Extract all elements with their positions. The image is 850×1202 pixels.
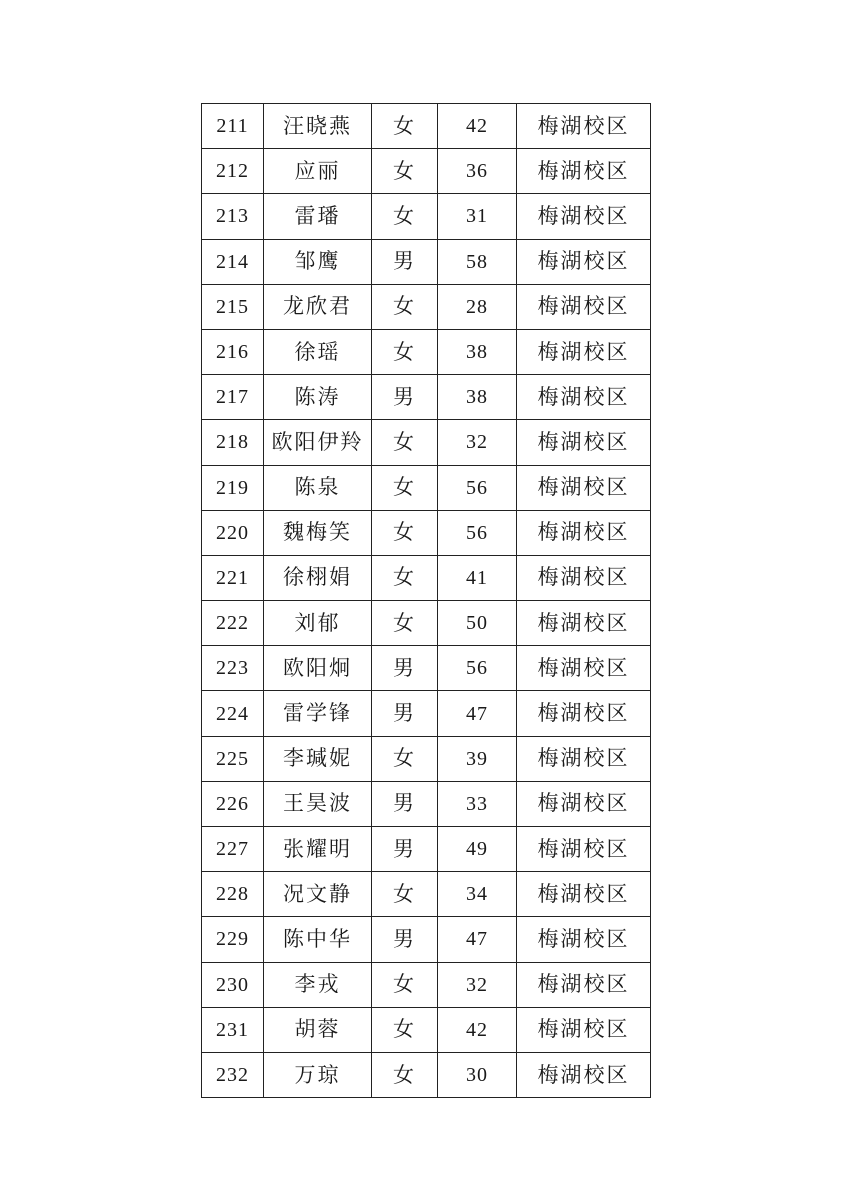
gender-cell: 女: [372, 329, 438, 374]
gender-cell: 女: [372, 872, 438, 917]
age-cell: 32: [438, 962, 517, 1007]
name-cell: 陈中华: [264, 917, 372, 962]
name-cell: 李戎: [264, 962, 372, 1007]
row-number-cell: 226: [202, 781, 264, 826]
name-cell: 万琼: [264, 1052, 372, 1097]
row-number-cell: 231: [202, 1007, 264, 1052]
gender-cell: 女: [372, 736, 438, 781]
row-number-cell: 228: [202, 872, 264, 917]
campus-cell: 梅湖校区: [517, 104, 651, 149]
row-number-cell: 222: [202, 601, 264, 646]
campus-cell: 梅湖校区: [517, 781, 651, 826]
row-number-cell: 211: [202, 104, 264, 149]
gender-cell: 女: [372, 1052, 438, 1097]
age-cell: 33: [438, 781, 517, 826]
age-cell: 30: [438, 1052, 517, 1097]
row-number-cell: 227: [202, 827, 264, 872]
name-cell: 应丽: [264, 149, 372, 194]
row-number-cell: 223: [202, 646, 264, 691]
name-cell: 邹鹰: [264, 239, 372, 284]
campus-cell: 梅湖校区: [517, 284, 651, 329]
row-number-cell: 215: [202, 284, 264, 329]
gender-cell: 男: [372, 646, 438, 691]
name-cell: 魏梅笑: [264, 510, 372, 555]
campus-cell: 梅湖校区: [517, 375, 651, 420]
table-row: [202, 465, 651, 510]
gender-cell: 女: [372, 510, 438, 555]
row-number-cell: 224: [202, 691, 264, 736]
table-row: [202, 781, 651, 826]
row-number-cell: 229: [202, 917, 264, 962]
age-cell: 56: [438, 646, 517, 691]
row-number-cell: 217: [202, 375, 264, 420]
table-row: [202, 149, 651, 194]
table-row: [202, 194, 651, 239]
age-cell: 56: [438, 465, 517, 510]
gender-cell: 女: [372, 555, 438, 600]
table-row: [202, 1007, 651, 1052]
gender-cell: 女: [372, 149, 438, 194]
age-cell: 47: [438, 691, 517, 736]
name-cell: 汪晓燕: [264, 104, 372, 149]
age-cell: 32: [438, 420, 517, 465]
age-cell: 42: [438, 104, 517, 149]
campus-cell: 梅湖校区: [517, 827, 651, 872]
gender-cell: 男: [372, 781, 438, 826]
row-number-cell: 232: [202, 1052, 264, 1097]
campus-cell: 梅湖校区: [517, 555, 651, 600]
age-cell: 38: [438, 329, 517, 374]
table-row: [202, 872, 651, 917]
name-cell: 李瑊妮: [264, 736, 372, 781]
table-row: [202, 420, 651, 465]
age-cell: 58: [438, 239, 517, 284]
name-cell: 徐栩娟: [264, 555, 372, 600]
table-row: [202, 646, 651, 691]
age-cell: 49: [438, 827, 517, 872]
gender-cell: 女: [372, 104, 438, 149]
gender-cell: 男: [372, 917, 438, 962]
age-cell: 34: [438, 872, 517, 917]
gender-cell: 男: [372, 827, 438, 872]
table-row: [202, 917, 651, 962]
name-cell: 龙欣君: [264, 284, 372, 329]
name-cell: 雷学锋: [264, 691, 372, 736]
table-row: [202, 510, 651, 555]
name-cell: 胡蓉: [264, 1007, 372, 1052]
row-number-cell: 221: [202, 555, 264, 600]
age-cell: 50: [438, 601, 517, 646]
row-number-cell: 230: [202, 962, 264, 1007]
roster-table: [201, 103, 651, 1098]
campus-cell: 梅湖校区: [517, 510, 651, 555]
campus-cell: 梅湖校区: [517, 601, 651, 646]
gender-cell: 女: [372, 194, 438, 239]
gender-cell: 女: [372, 1007, 438, 1052]
gender-cell: 女: [372, 601, 438, 646]
gender-cell: 女: [372, 284, 438, 329]
campus-cell: 梅湖校区: [517, 149, 651, 194]
name-cell: 况文静: [264, 872, 372, 917]
table-row: [202, 104, 651, 149]
name-cell: 张耀明: [264, 827, 372, 872]
name-cell: 徐瑶: [264, 329, 372, 374]
campus-cell: 梅湖校区: [517, 465, 651, 510]
row-number-cell: 220: [202, 510, 264, 555]
campus-cell: 梅湖校区: [517, 239, 651, 284]
campus-cell: 梅湖校区: [517, 194, 651, 239]
age-cell: 36: [438, 149, 517, 194]
table-row: [202, 239, 651, 284]
table-row: [202, 1052, 651, 1097]
roster-table-body: [202, 104, 651, 1098]
row-number-cell: 213: [202, 194, 264, 239]
age-cell: 42: [438, 1007, 517, 1052]
name-cell: 陈涛: [264, 375, 372, 420]
name-cell: 欧阳伊羚: [264, 420, 372, 465]
campus-cell: 梅湖校区: [517, 329, 651, 374]
campus-cell: 梅湖校区: [517, 420, 651, 465]
age-cell: 39: [438, 736, 517, 781]
gender-cell: 男: [372, 239, 438, 284]
campus-cell: 梅湖校区: [517, 736, 651, 781]
age-cell: 41: [438, 555, 517, 600]
campus-cell: 梅湖校区: [517, 1007, 651, 1052]
row-number-cell: 218: [202, 420, 264, 465]
age-cell: 38: [438, 375, 517, 420]
table-row: [202, 601, 651, 646]
row-number-cell: 219: [202, 465, 264, 510]
gender-cell: 男: [372, 375, 438, 420]
gender-cell: 女: [372, 420, 438, 465]
age-cell: 31: [438, 194, 517, 239]
table-row: [202, 284, 651, 329]
row-number-cell: 225: [202, 736, 264, 781]
gender-cell: 男: [372, 691, 438, 736]
table-row: [202, 736, 651, 781]
gender-cell: 女: [372, 962, 438, 1007]
row-number-cell: 212: [202, 149, 264, 194]
name-cell: 陈泉: [264, 465, 372, 510]
age-cell: 28: [438, 284, 517, 329]
table-row: [202, 329, 651, 374]
campus-cell: 梅湖校区: [517, 872, 651, 917]
campus-cell: 梅湖校区: [517, 646, 651, 691]
gender-cell: 女: [372, 465, 438, 510]
name-cell: 刘郁: [264, 601, 372, 646]
row-number-cell: 214: [202, 239, 264, 284]
name-cell: 王昊波: [264, 781, 372, 826]
name-cell: 雷璠: [264, 194, 372, 239]
age-cell: 47: [438, 917, 517, 962]
table-row: [202, 827, 651, 872]
campus-cell: 梅湖校区: [517, 962, 651, 1007]
name-cell: 欧阳炯: [264, 646, 372, 691]
table-row: [202, 555, 651, 600]
table-row: [202, 375, 651, 420]
campus-cell: 梅湖校区: [517, 1052, 651, 1097]
row-number-cell: 216: [202, 329, 264, 374]
campus-cell: 梅湖校区: [517, 691, 651, 736]
table-row: [202, 962, 651, 1007]
table-row: [202, 691, 651, 736]
campus-cell: 梅湖校区: [517, 917, 651, 962]
age-cell: 56: [438, 510, 517, 555]
